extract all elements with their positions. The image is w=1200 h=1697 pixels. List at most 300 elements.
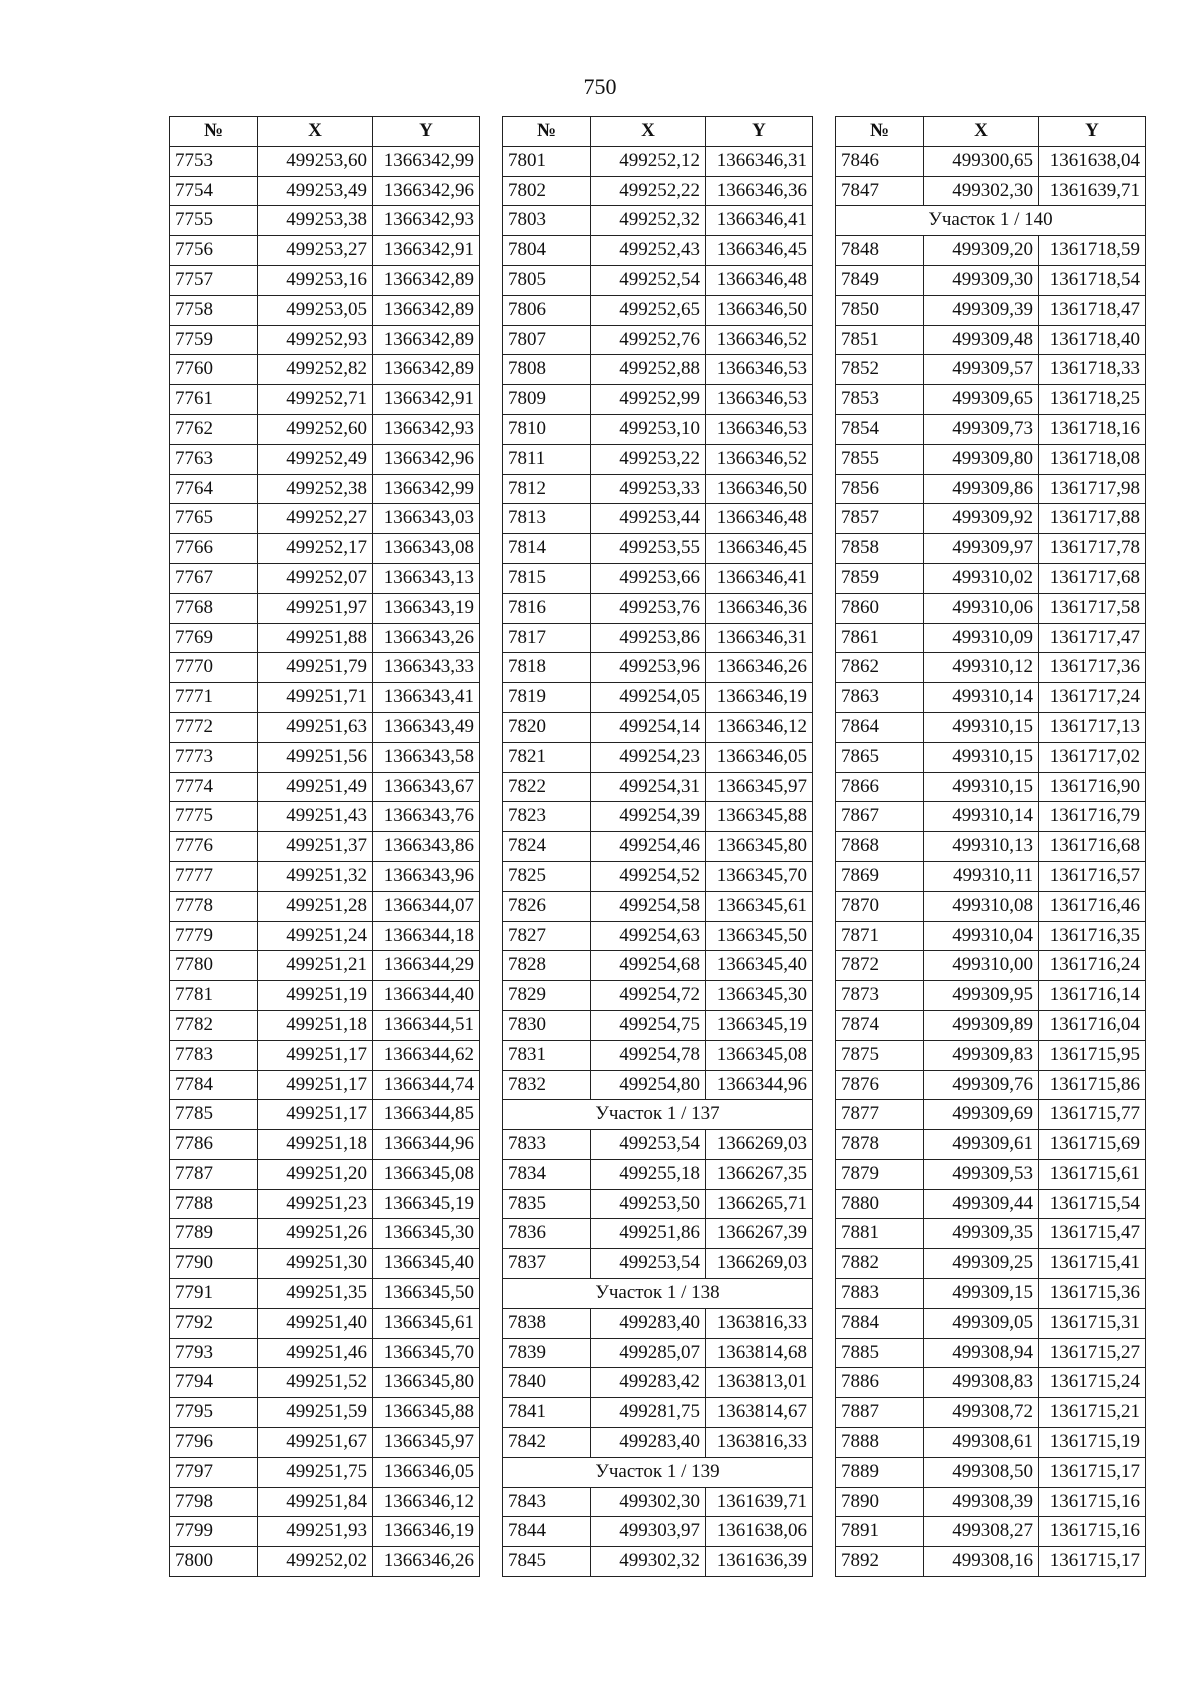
table-row bbox=[836, 832, 1146, 862]
table-row bbox=[170, 1219, 480, 1249]
y-coordinate-cell: 1366346,52 bbox=[706, 444, 813, 474]
table-row bbox=[170, 1517, 480, 1547]
header-number: № bbox=[170, 117, 258, 147]
table-row bbox=[503, 265, 813, 295]
table-row bbox=[503, 474, 813, 504]
x-coordinate-cell: 499253,27 bbox=[258, 236, 373, 266]
table-row bbox=[836, 1517, 1146, 1547]
x-coordinate-cell: 499251,17 bbox=[258, 1040, 373, 1070]
y-coordinate-cell: 1361717,36 bbox=[1039, 653, 1146, 683]
point-number-cell: 7887 bbox=[836, 1398, 924, 1428]
y-coordinate-cell: 1361715,21 bbox=[1039, 1398, 1146, 1428]
table-row bbox=[170, 1100, 480, 1130]
x-coordinate-cell: 499253,38 bbox=[258, 206, 373, 236]
x-coordinate-cell: 499302,30 bbox=[924, 176, 1039, 206]
y-coordinate-cell: 1366346,12 bbox=[373, 1487, 480, 1517]
x-coordinate-cell: 499254,23 bbox=[591, 742, 706, 772]
point-number-cell: 7789 bbox=[170, 1219, 258, 1249]
point-number-cell: 7776 bbox=[170, 832, 258, 862]
point-number-cell: 7797 bbox=[170, 1457, 258, 1487]
point-number-cell: 7769 bbox=[170, 623, 258, 653]
x-coordinate-cell: 499251,79 bbox=[258, 653, 373, 683]
point-number-cell: 7869 bbox=[836, 861, 924, 891]
point-number-cell: 7829 bbox=[503, 981, 591, 1011]
point-number-cell: 7828 bbox=[503, 951, 591, 981]
point-number-cell: 7858 bbox=[836, 534, 924, 564]
point-number-cell: 7771 bbox=[170, 683, 258, 713]
table-row bbox=[503, 1338, 813, 1368]
y-coordinate-cell: 1361716,24 bbox=[1039, 951, 1146, 981]
y-coordinate-cell: 1366342,91 bbox=[373, 236, 480, 266]
table-row bbox=[503, 653, 813, 683]
section-row bbox=[503, 1100, 813, 1130]
point-number-cell: 7882 bbox=[836, 1249, 924, 1279]
x-coordinate-cell: 499251,97 bbox=[258, 593, 373, 623]
y-coordinate-cell: 1366345,70 bbox=[706, 861, 813, 891]
table-row bbox=[836, 1308, 1146, 1338]
y-coordinate-cell: 1361716,35 bbox=[1039, 921, 1146, 951]
table-row bbox=[503, 1070, 813, 1100]
point-number-cell: 7888 bbox=[836, 1428, 924, 1458]
x-coordinate-cell: 499310,15 bbox=[924, 742, 1039, 772]
table-row bbox=[836, 1279, 1146, 1309]
x-coordinate-cell: 499253,60 bbox=[258, 146, 373, 176]
y-coordinate-cell: 1366345,19 bbox=[373, 1189, 480, 1219]
x-coordinate-cell: 499252,12 bbox=[591, 146, 706, 176]
x-coordinate-cell: 499251,46 bbox=[258, 1338, 373, 1368]
table-row bbox=[503, 1487, 813, 1517]
table-row bbox=[503, 1517, 813, 1547]
y-coordinate-cell: 1366346,05 bbox=[373, 1457, 480, 1487]
table-row bbox=[170, 742, 480, 772]
x-coordinate-cell: 499309,92 bbox=[924, 504, 1039, 534]
y-coordinate-cell: 1361715,77 bbox=[1039, 1100, 1146, 1130]
y-coordinate-cell: 1366346,50 bbox=[706, 295, 813, 325]
table-row bbox=[503, 385, 813, 415]
point-number-cell: 7862 bbox=[836, 653, 924, 683]
x-coordinate-cell: 499254,78 bbox=[591, 1040, 706, 1070]
x-coordinate-cell: 499252,54 bbox=[591, 265, 706, 295]
x-coordinate-cell: 499251,23 bbox=[258, 1189, 373, 1219]
header-y: Y bbox=[706, 117, 813, 147]
table-row bbox=[836, 444, 1146, 474]
point-number-cell: 7851 bbox=[836, 325, 924, 355]
y-coordinate-cell: 1366345,97 bbox=[706, 772, 813, 802]
y-coordinate-cell: 1366346,53 bbox=[706, 355, 813, 385]
x-coordinate-cell: 499254,58 bbox=[591, 891, 706, 921]
table-row bbox=[503, 563, 813, 593]
point-number-cell: 7859 bbox=[836, 563, 924, 593]
table-row bbox=[170, 683, 480, 713]
table-row bbox=[836, 1487, 1146, 1517]
y-coordinate-cell: 1366346,45 bbox=[706, 534, 813, 564]
table-row bbox=[836, 742, 1146, 772]
y-coordinate-cell: 1366269,03 bbox=[706, 1130, 813, 1160]
table-row bbox=[836, 1219, 1146, 1249]
x-coordinate-cell: 499251,84 bbox=[258, 1487, 373, 1517]
point-number-cell: 7860 bbox=[836, 593, 924, 623]
table-row bbox=[170, 1487, 480, 1517]
x-coordinate-cell: 499251,88 bbox=[258, 623, 373, 653]
point-number-cell: 7852 bbox=[836, 355, 924, 385]
y-coordinate-cell: 1361716,57 bbox=[1039, 861, 1146, 891]
table-row bbox=[503, 593, 813, 623]
point-number-cell: 7782 bbox=[170, 1010, 258, 1040]
y-coordinate-cell: 1366346,53 bbox=[706, 385, 813, 415]
x-coordinate-cell: 499253,55 bbox=[591, 534, 706, 564]
x-coordinate-cell: 499251,56 bbox=[258, 742, 373, 772]
point-number-cell: 7757 bbox=[170, 265, 258, 295]
header-row bbox=[836, 117, 1146, 147]
y-coordinate-cell: 1366345,88 bbox=[373, 1398, 480, 1428]
table-row bbox=[503, 176, 813, 206]
table-row bbox=[836, 1159, 1146, 1189]
table-row bbox=[503, 1249, 813, 1279]
x-coordinate-cell: 499251,26 bbox=[258, 1219, 373, 1249]
table-row bbox=[836, 504, 1146, 534]
table-row bbox=[836, 1070, 1146, 1100]
table-row bbox=[170, 146, 480, 176]
y-coordinate-cell: 1361715,16 bbox=[1039, 1487, 1146, 1517]
point-number-cell: 7892 bbox=[836, 1547, 924, 1577]
table-row bbox=[503, 1130, 813, 1160]
table-row bbox=[170, 1040, 480, 1070]
x-coordinate-cell: 499310,14 bbox=[924, 683, 1039, 713]
x-coordinate-cell: 499283,40 bbox=[591, 1428, 706, 1458]
y-coordinate-cell: 1366346,31 bbox=[706, 623, 813, 653]
table-row bbox=[836, 1130, 1146, 1160]
y-coordinate-cell: 1361715,54 bbox=[1039, 1189, 1146, 1219]
y-coordinate-cell: 1366345,88 bbox=[706, 802, 813, 832]
x-coordinate-cell: 499310,00 bbox=[924, 951, 1039, 981]
header-y: Y bbox=[373, 117, 480, 147]
x-coordinate-cell: 499253,96 bbox=[591, 653, 706, 683]
point-number-cell: 7817 bbox=[503, 623, 591, 653]
point-number-cell: 7891 bbox=[836, 1517, 924, 1547]
x-coordinate-cell: 499253,54 bbox=[591, 1130, 706, 1160]
point-number-cell: 7871 bbox=[836, 921, 924, 951]
x-coordinate-cell: 499310,06 bbox=[924, 593, 1039, 623]
x-coordinate-cell: 499309,44 bbox=[924, 1189, 1039, 1219]
x-coordinate-cell: 499310,11 bbox=[924, 861, 1039, 891]
table-row bbox=[836, 772, 1146, 802]
point-number-cell: 7840 bbox=[503, 1368, 591, 1398]
point-number-cell: 7753 bbox=[170, 146, 258, 176]
x-coordinate-cell: 499308,94 bbox=[924, 1338, 1039, 1368]
table-row bbox=[170, 861, 480, 891]
x-coordinate-cell: 499252,22 bbox=[591, 176, 706, 206]
point-number-cell: 7764 bbox=[170, 474, 258, 504]
x-coordinate-cell: 499254,52 bbox=[591, 861, 706, 891]
table-row bbox=[170, 1457, 480, 1487]
y-coordinate-cell: 1361715,69 bbox=[1039, 1130, 1146, 1160]
y-coordinate-cell: 1361717,47 bbox=[1039, 623, 1146, 653]
y-coordinate-cell: 1361716,68 bbox=[1039, 832, 1146, 862]
y-coordinate-cell: 1366344,62 bbox=[373, 1040, 480, 1070]
point-number-cell: 7754 bbox=[170, 176, 258, 206]
point-number-cell: 7772 bbox=[170, 712, 258, 742]
y-coordinate-cell: 1366345,40 bbox=[373, 1249, 480, 1279]
x-coordinate-cell: 499309,05 bbox=[924, 1308, 1039, 1338]
y-coordinate-cell: 1361717,88 bbox=[1039, 504, 1146, 534]
x-coordinate-cell: 499310,04 bbox=[924, 921, 1039, 951]
table-row bbox=[170, 265, 480, 295]
x-coordinate-cell: 499254,39 bbox=[591, 802, 706, 832]
x-coordinate-cell: 499252,02 bbox=[258, 1547, 373, 1577]
x-coordinate-cell: 499310,15 bbox=[924, 712, 1039, 742]
table-row bbox=[503, 1159, 813, 1189]
y-coordinate-cell: 1361715,36 bbox=[1039, 1279, 1146, 1309]
point-number-cell: 7762 bbox=[170, 414, 258, 444]
point-number-cell: 7845 bbox=[503, 1547, 591, 1577]
table-row bbox=[836, 474, 1146, 504]
header-row bbox=[170, 117, 480, 147]
point-number-cell: 7755 bbox=[170, 206, 258, 236]
x-coordinate-cell: 499255,18 bbox=[591, 1159, 706, 1189]
point-number-cell: 7809 bbox=[503, 385, 591, 415]
point-number-cell: 7846 bbox=[836, 146, 924, 176]
table-row bbox=[503, 623, 813, 653]
table-row bbox=[503, 146, 813, 176]
point-number-cell: 7777 bbox=[170, 861, 258, 891]
x-coordinate-cell: 499300,65 bbox=[924, 146, 1039, 176]
point-number-cell: 7826 bbox=[503, 891, 591, 921]
y-coordinate-cell: 1366343,13 bbox=[373, 563, 480, 593]
y-coordinate-cell: 1361718,08 bbox=[1039, 444, 1146, 474]
y-coordinate-cell: 1361638,06 bbox=[706, 1517, 813, 1547]
point-number-cell: 7786 bbox=[170, 1130, 258, 1160]
table-row bbox=[836, 534, 1146, 564]
header-x: X bbox=[924, 117, 1039, 147]
x-coordinate-cell: 499253,44 bbox=[591, 504, 706, 534]
x-coordinate-cell: 499309,20 bbox=[924, 236, 1039, 266]
table-row bbox=[503, 921, 813, 951]
y-coordinate-cell: 1366343,67 bbox=[373, 772, 480, 802]
table-row bbox=[503, 534, 813, 564]
y-coordinate-cell: 1366346,05 bbox=[706, 742, 813, 772]
x-coordinate-cell: 499310,08 bbox=[924, 891, 1039, 921]
table-row bbox=[836, 1368, 1146, 1398]
x-coordinate-cell: 499310,02 bbox=[924, 563, 1039, 593]
x-coordinate-cell: 499309,25 bbox=[924, 1249, 1039, 1279]
table-row bbox=[170, 563, 480, 593]
x-coordinate-cell: 499253,22 bbox=[591, 444, 706, 474]
coordinates-table-3 bbox=[835, 116, 1146, 1577]
x-coordinate-cell: 499251,43 bbox=[258, 802, 373, 832]
x-coordinate-cell: 499310,15 bbox=[924, 772, 1039, 802]
y-coordinate-cell: 1361718,25 bbox=[1039, 385, 1146, 415]
point-number-cell: 7821 bbox=[503, 742, 591, 772]
x-coordinate-cell: 499254,46 bbox=[591, 832, 706, 862]
y-coordinate-cell: 1366345,08 bbox=[373, 1159, 480, 1189]
y-coordinate-cell: 1366346,53 bbox=[706, 414, 813, 444]
table-row bbox=[836, 712, 1146, 742]
y-coordinate-cell: 1366346,26 bbox=[706, 653, 813, 683]
table-row bbox=[503, 1368, 813, 1398]
x-coordinate-cell: 499309,35 bbox=[924, 1219, 1039, 1249]
point-number-cell: 7794 bbox=[170, 1368, 258, 1398]
y-coordinate-cell: 1366345,70 bbox=[373, 1338, 480, 1368]
table-row bbox=[836, 891, 1146, 921]
x-coordinate-cell: 499309,61 bbox=[924, 1130, 1039, 1160]
table-row bbox=[836, 1398, 1146, 1428]
point-number-cell: 7758 bbox=[170, 295, 258, 325]
x-coordinate-cell: 499251,24 bbox=[258, 921, 373, 951]
point-number-cell: 7867 bbox=[836, 802, 924, 832]
y-coordinate-cell: 1366344,18 bbox=[373, 921, 480, 951]
x-coordinate-cell: 499252,43 bbox=[591, 236, 706, 266]
x-coordinate-cell: 499254,75 bbox=[591, 1010, 706, 1040]
y-coordinate-cell: 1366269,03 bbox=[706, 1249, 813, 1279]
x-coordinate-cell: 499254,31 bbox=[591, 772, 706, 802]
point-number-cell: 7849 bbox=[836, 265, 924, 295]
table-row bbox=[170, 176, 480, 206]
point-number-cell: 7870 bbox=[836, 891, 924, 921]
table-row bbox=[836, 295, 1146, 325]
x-coordinate-cell: 499252,38 bbox=[258, 474, 373, 504]
x-coordinate-cell: 499251,67 bbox=[258, 1428, 373, 1458]
point-number-cell: 7841 bbox=[503, 1398, 591, 1428]
table-row bbox=[503, 802, 813, 832]
y-coordinate-cell: 1366346,26 bbox=[373, 1547, 480, 1577]
y-coordinate-cell: 1361717,02 bbox=[1039, 742, 1146, 772]
table-row bbox=[170, 1249, 480, 1279]
y-coordinate-cell: 1366344,96 bbox=[373, 1130, 480, 1160]
point-number-cell: 7778 bbox=[170, 891, 258, 921]
y-coordinate-cell: 1366345,30 bbox=[706, 981, 813, 1011]
y-coordinate-cell: 1361638,04 bbox=[1039, 146, 1146, 176]
x-coordinate-cell: 499308,61 bbox=[924, 1428, 1039, 1458]
y-coordinate-cell: 1366345,61 bbox=[706, 891, 813, 921]
x-coordinate-cell: 499251,18 bbox=[258, 1130, 373, 1160]
x-coordinate-cell: 499252,27 bbox=[258, 504, 373, 534]
table-row bbox=[170, 1338, 480, 1368]
x-coordinate-cell: 499309,97 bbox=[924, 534, 1039, 564]
point-number-cell: 7827 bbox=[503, 921, 591, 951]
point-number-cell: 7773 bbox=[170, 742, 258, 772]
y-coordinate-cell: 1366345,30 bbox=[373, 1219, 480, 1249]
table-row bbox=[836, 1189, 1146, 1219]
table-row bbox=[170, 1279, 480, 1309]
table-row bbox=[503, 295, 813, 325]
point-number-cell: 7761 bbox=[170, 385, 258, 415]
x-coordinate-cell: 499253,05 bbox=[258, 295, 373, 325]
y-coordinate-cell: 1361718,40 bbox=[1039, 325, 1146, 355]
point-number-cell: 7801 bbox=[503, 146, 591, 176]
x-coordinate-cell: 499251,49 bbox=[258, 772, 373, 802]
x-coordinate-cell: 499308,39 bbox=[924, 1487, 1039, 1517]
x-coordinate-cell: 499285,07 bbox=[591, 1338, 706, 1368]
point-number-cell: 7765 bbox=[170, 504, 258, 534]
table-row bbox=[836, 981, 1146, 1011]
y-coordinate-cell: 1366344,51 bbox=[373, 1010, 480, 1040]
x-coordinate-cell: 499251,37 bbox=[258, 832, 373, 862]
y-coordinate-cell: 1366342,96 bbox=[373, 176, 480, 206]
y-coordinate-cell: 1366343,41 bbox=[373, 683, 480, 713]
table-row bbox=[170, 1428, 480, 1458]
point-number-cell: 7785 bbox=[170, 1100, 258, 1130]
x-coordinate-cell: 499308,72 bbox=[924, 1398, 1039, 1428]
table-row bbox=[503, 1428, 813, 1458]
point-number-cell: 7766 bbox=[170, 534, 258, 564]
y-coordinate-cell: 1363816,33 bbox=[706, 1308, 813, 1338]
table-row bbox=[836, 1547, 1146, 1577]
y-coordinate-cell: 1361717,98 bbox=[1039, 474, 1146, 504]
y-coordinate-cell: 1366343,33 bbox=[373, 653, 480, 683]
table-row bbox=[170, 772, 480, 802]
point-number-cell: 7847 bbox=[836, 176, 924, 206]
x-coordinate-cell: 499253,76 bbox=[591, 593, 706, 623]
x-coordinate-cell: 499309,73 bbox=[924, 414, 1039, 444]
y-coordinate-cell: 1366343,26 bbox=[373, 623, 480, 653]
point-number-cell: 7807 bbox=[503, 325, 591, 355]
x-coordinate-cell: 499251,75 bbox=[258, 1457, 373, 1487]
header-number: № bbox=[503, 117, 591, 147]
table-row bbox=[836, 1100, 1146, 1130]
y-coordinate-cell: 1366345,08 bbox=[706, 1040, 813, 1070]
table-row bbox=[836, 385, 1146, 415]
point-number-cell: 7781 bbox=[170, 981, 258, 1011]
point-number-cell: 7814 bbox=[503, 534, 591, 564]
y-coordinate-cell: 1361718,33 bbox=[1039, 355, 1146, 385]
y-coordinate-cell: 1366343,19 bbox=[373, 593, 480, 623]
table-row bbox=[503, 683, 813, 713]
x-coordinate-cell: 499309,48 bbox=[924, 325, 1039, 355]
x-coordinate-cell: 499251,17 bbox=[258, 1070, 373, 1100]
y-coordinate-cell: 1366346,41 bbox=[706, 563, 813, 593]
point-number-cell: 7784 bbox=[170, 1070, 258, 1100]
table-row bbox=[836, 1428, 1146, 1458]
y-coordinate-cell: 1366346,19 bbox=[706, 683, 813, 713]
point-number-cell: 7865 bbox=[836, 742, 924, 772]
point-number-cell: 7768 bbox=[170, 593, 258, 623]
y-coordinate-cell: 1366343,96 bbox=[373, 861, 480, 891]
table-row bbox=[836, 623, 1146, 653]
table-row bbox=[170, 1368, 480, 1398]
coordinates-table-2 bbox=[502, 116, 813, 1577]
point-number-cell: 7864 bbox=[836, 712, 924, 742]
x-coordinate-cell: 499254,80 bbox=[591, 1070, 706, 1100]
table-row bbox=[170, 206, 480, 236]
point-number-cell: 7770 bbox=[170, 653, 258, 683]
point-number-cell: 7854 bbox=[836, 414, 924, 444]
y-coordinate-cell: 1366344,29 bbox=[373, 951, 480, 981]
section-row bbox=[503, 1279, 813, 1309]
point-number-cell: 7802 bbox=[503, 176, 591, 206]
x-coordinate-cell: 499252,60 bbox=[258, 414, 373, 444]
y-coordinate-cell: 1366342,89 bbox=[373, 265, 480, 295]
y-coordinate-cell: 1366346,36 bbox=[706, 593, 813, 623]
table-row bbox=[836, 653, 1146, 683]
table-row bbox=[170, 1308, 480, 1338]
table-row bbox=[170, 355, 480, 385]
point-number-cell: 7780 bbox=[170, 951, 258, 981]
y-coordinate-cell: 1363816,33 bbox=[706, 1428, 813, 1458]
y-coordinate-cell: 1366342,93 bbox=[373, 414, 480, 444]
point-number-cell: 7878 bbox=[836, 1130, 924, 1160]
point-number-cell: 7824 bbox=[503, 832, 591, 862]
y-coordinate-cell: 1366346,19 bbox=[373, 1517, 480, 1547]
point-number-cell: 7832 bbox=[503, 1070, 591, 1100]
y-coordinate-cell: 1361639,71 bbox=[1039, 176, 1146, 206]
table-row bbox=[503, 1219, 813, 1249]
point-number-cell: 7874 bbox=[836, 1010, 924, 1040]
y-coordinate-cell: 1361715,19 bbox=[1039, 1428, 1146, 1458]
x-coordinate-cell: 499252,71 bbox=[258, 385, 373, 415]
point-number-cell: 7848 bbox=[836, 236, 924, 266]
table-row bbox=[836, 563, 1146, 593]
coordinates-table-1 bbox=[169, 116, 480, 1577]
